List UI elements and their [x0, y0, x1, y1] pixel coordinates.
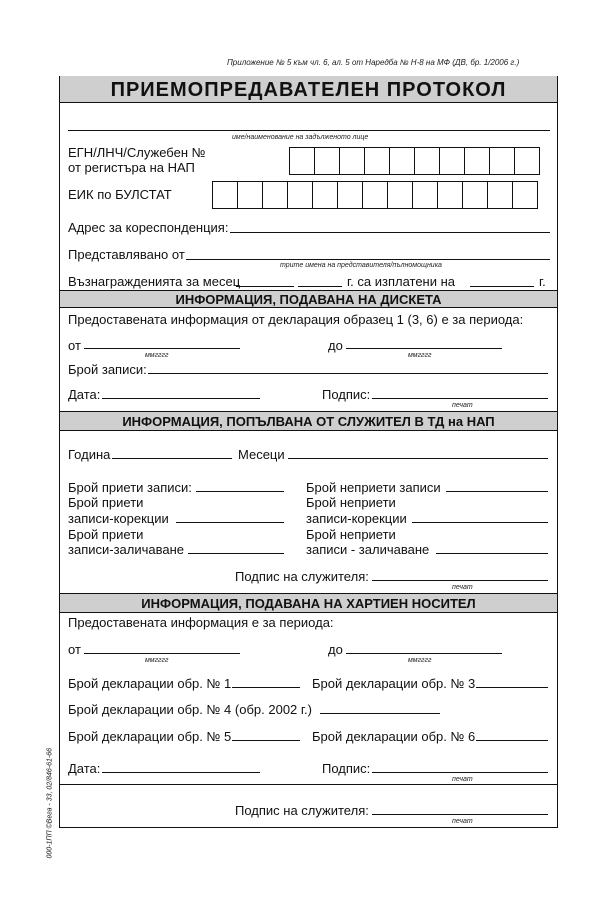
year-suffix: г. — [539, 274, 546, 289]
hint-mmyyyy: ммгггг — [408, 657, 432, 664]
accepted-del-label-1: Брой приети — [68, 527, 144, 542]
section-paper-header — [60, 593, 557, 613]
name-field[interactable] — [68, 130, 550, 131]
header-note: Приложение № 5 към чл. 6, ал. 5 от Наредба № Н-8 на МФ (ДВ, бр. 1/2006 г.) — [227, 58, 520, 67]
diskette-from-field[interactable] — [84, 348, 240, 349]
address-field[interactable] — [230, 232, 550, 233]
rejected-corr-label-1: Брой неприети — [306, 495, 396, 510]
paper-signature-field[interactable] — [372, 772, 548, 773]
rejected-corr-label-2: записи-корекции — [306, 511, 407, 526]
year-paid-label: г. са изплатени на — [347, 274, 456, 289]
footer-officer-signature-field[interactable] — [372, 814, 548, 815]
diskette-to-field[interactable] — [346, 348, 502, 349]
hint-mmyyyy: ммгггг — [408, 352, 432, 359]
rejected-records-field[interactable] — [446, 491, 548, 492]
hint-representative: трите имена на представителя/пълномощника — [280, 262, 442, 269]
rejected-del-label-1: Брой неприети — [306, 527, 396, 542]
section-diskette-header — [60, 290, 557, 308]
months-input[interactable] — [288, 458, 548, 459]
rejected-deletions-field[interactable] — [436, 553, 548, 554]
hint-stamp: печат — [452, 776, 473, 783]
hint-mmyyyy: ммгггг — [145, 657, 169, 664]
year-input[interactable] — [112, 458, 232, 459]
diskette-date-label: Дата: — [68, 387, 101, 402]
diskette-to-label: до — [328, 338, 343, 353]
accepted-corr-label-2: записи-корекции — [68, 511, 169, 526]
section-officer-title: ИНФОРМАЦИЯ, ПОПЪЛВАНА ОТ СЛУЖИТЕЛ В ТД на НАП — [122, 414, 495, 429]
paper-date-label: Дата: — [68, 761, 101, 776]
accepted-deletions-field[interactable] — [188, 553, 284, 554]
officer-signature-label: Подпис на служителя: — [235, 569, 369, 584]
diskette-signature-field[interactable] — [372, 398, 548, 399]
represented-label: Представлявано от — [68, 247, 185, 262]
side-print: 000-1ПП ©Вега - 33, 02/846-61-66 — [46, 747, 54, 859]
decl4-field[interactable] — [320, 713, 440, 714]
diskette-period-label: Предоставената информация от декларация образец 1 (3, 6) е за периода: — [68, 312, 524, 327]
footer-officer-signature-label: Подпис на служителя: — [235, 803, 369, 818]
section-diskette-title: ИНФОРМАЦИЯ, ПОДАВАНА НА ДИСКЕТА — [175, 292, 442, 307]
footer-divider — [60, 784, 557, 785]
accepted-del-label-2: записи-заличаване — [68, 542, 185, 557]
decl3-field[interactable] — [476, 687, 548, 688]
paper-date-field[interactable] — [102, 772, 260, 773]
decl5-field[interactable] — [232, 740, 300, 741]
rejected-del-label-2: записи - заличаване — [306, 542, 430, 557]
rejected-corrections-field[interactable] — [412, 522, 548, 523]
hint-stamp: печат — [452, 584, 473, 591]
year-field[interactable] — [298, 286, 342, 287]
bulstat-cells[interactable] — [212, 181, 538, 209]
accepted-records-field[interactable] — [196, 491, 284, 492]
hint-name: име/наименование на задълженото лице — [232, 134, 369, 141]
accepted-corr-label-1: Брой приети — [68, 495, 144, 510]
page-title: ПРИЕМОПРЕДАВАТЕЛЕН ПРОТОКОЛ — [110, 79, 507, 101]
year-label: Година — [68, 447, 111, 462]
egn-label: ЕГН/ЛНЧ/Служебен № — [68, 145, 206, 160]
hint-stamp: печат — [452, 402, 473, 409]
represented-field[interactable] — [186, 259, 550, 260]
officer-signature-field[interactable] — [372, 580, 548, 581]
months-label: Месеци — [238, 447, 285, 462]
decl4-label: Брой декларации обр. № 4 (обр. 2002 г.) — [68, 702, 312, 717]
month-field[interactable] — [236, 286, 294, 287]
records-label: Брой записи: — [68, 362, 147, 377]
decl3-label: Брой декларации обр. № 3 — [312, 676, 476, 691]
decl6-field[interactable] — [476, 740, 548, 741]
bulstat-label: ЕИК по БУЛСТАТ — [68, 187, 172, 202]
hint-stamp: печат — [452, 818, 473, 825]
paper-to-field[interactable] — [346, 653, 502, 654]
accepted-corrections-field[interactable] — [176, 522, 284, 523]
paper-to-label: до — [328, 642, 343, 657]
diskette-from-label: от — [68, 338, 81, 353]
paper-period-label: Предоставената информация е за периода: — [68, 615, 334, 630]
section-paper-title: ИНФОРМАЦИЯ, ПОДАВАНА НА ХАРТИЕН НОСИТЕЛ — [141, 596, 476, 611]
decl5-label: Брой декларации обр. № 5 — [68, 729, 232, 744]
decl6-label: Брой декларации обр. № 6 — [312, 729, 476, 744]
diskette-signature-label: Подпис: — [322, 387, 371, 402]
paper-from-label: от — [68, 642, 81, 657]
records-field[interactable] — [148, 373, 548, 374]
hint-mmyyyy: ммгггг — [145, 352, 169, 359]
accepted-records-label: Брой приети записи: — [68, 480, 192, 495]
paper-signature-label: Подпис: — [322, 761, 371, 776]
paid-field[interactable] — [470, 286, 534, 287]
remuneration-label: Възнагражденията за месец — [68, 274, 241, 289]
address-label: Адрес за кореспонденция: — [68, 220, 229, 235]
decl1-field[interactable] — [232, 687, 300, 688]
egn-label-2: от регистъра на НАП — [68, 160, 195, 175]
section-officer-header — [60, 411, 557, 431]
egn-cells[interactable] — [289, 147, 540, 175]
paper-from-field[interactable] — [84, 653, 240, 654]
decl1-label: Брой декларации обр. № 1 — [68, 676, 232, 691]
diskette-date-field[interactable] — [102, 398, 260, 399]
title-band — [60, 76, 557, 103]
rejected-records-label: Брой неприети записи — [306, 480, 441, 495]
